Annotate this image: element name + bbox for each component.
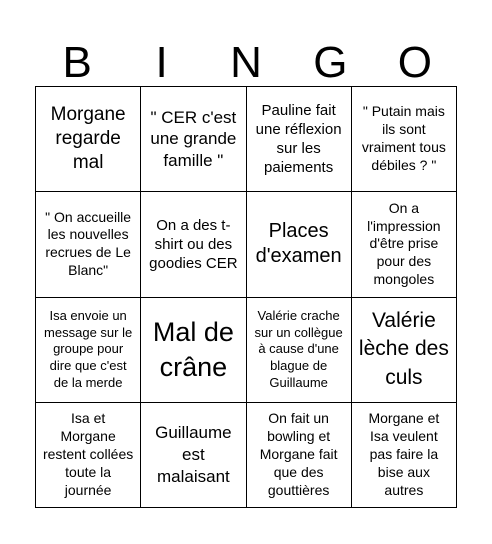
bingo-cell[interactable]: " On accueille les nouvelles recrues de Le Blanc" [36, 192, 141, 297]
header-letter-b: B [62, 38, 92, 87]
bingo-grid [35, 86, 457, 508]
bingo-cell[interactable]: Isa envoie un message sur le groupe pour dire que c'est de la merde [36, 298, 141, 403]
bingo-cell[interactable]: Morgane et Isa veulent pas faire la bise aux autres [352, 403, 457, 508]
bingo-cell[interactable]: " Putain mais ils sont vraiment tous débiles ? " [352, 87, 457, 192]
bingo-cell[interactable]: On a des t-shirt ou des goodies CER [141, 192, 246, 297]
bingo-cell[interactable]: " CER c'est une grande famille " [141, 87, 246, 192]
bingo-cell[interactable]: Pauline fait une réflexion sur les paiements [247, 87, 352, 192]
bingo-cell[interactable]: Places d'examen [247, 192, 352, 297]
header-letter-o: O [397, 38, 432, 87]
bingo-cell[interactable]: On a l'impression d'être prise pour des mongoles [352, 192, 457, 297]
bingo-cell[interactable]: Isa et Morgane restent collées toute la journée [36, 403, 141, 508]
bingo-cell[interactable]: Valérie lèche des culs [352, 298, 457, 403]
bingo-cell[interactable]: Valérie crache sur un collègue à cause d'une blague de Guillaume [247, 298, 352, 403]
bingo-cell[interactable]: Morgane regarde mal [36, 87, 141, 192]
header-letter-g: G [313, 38, 348, 87]
bingo-cell[interactable]: Mal de crâne [141, 298, 246, 403]
bingo-cell[interactable]: On fait un bowling et Morgane fait que des gouttières [247, 403, 352, 508]
header-letter-n: N [230, 38, 262, 87]
header-letter-i: I [155, 38, 168, 87]
bingo-header [35, 0, 457, 86]
bingo-cell[interactable]: Guillaume est malaisant [141, 403, 246, 508]
